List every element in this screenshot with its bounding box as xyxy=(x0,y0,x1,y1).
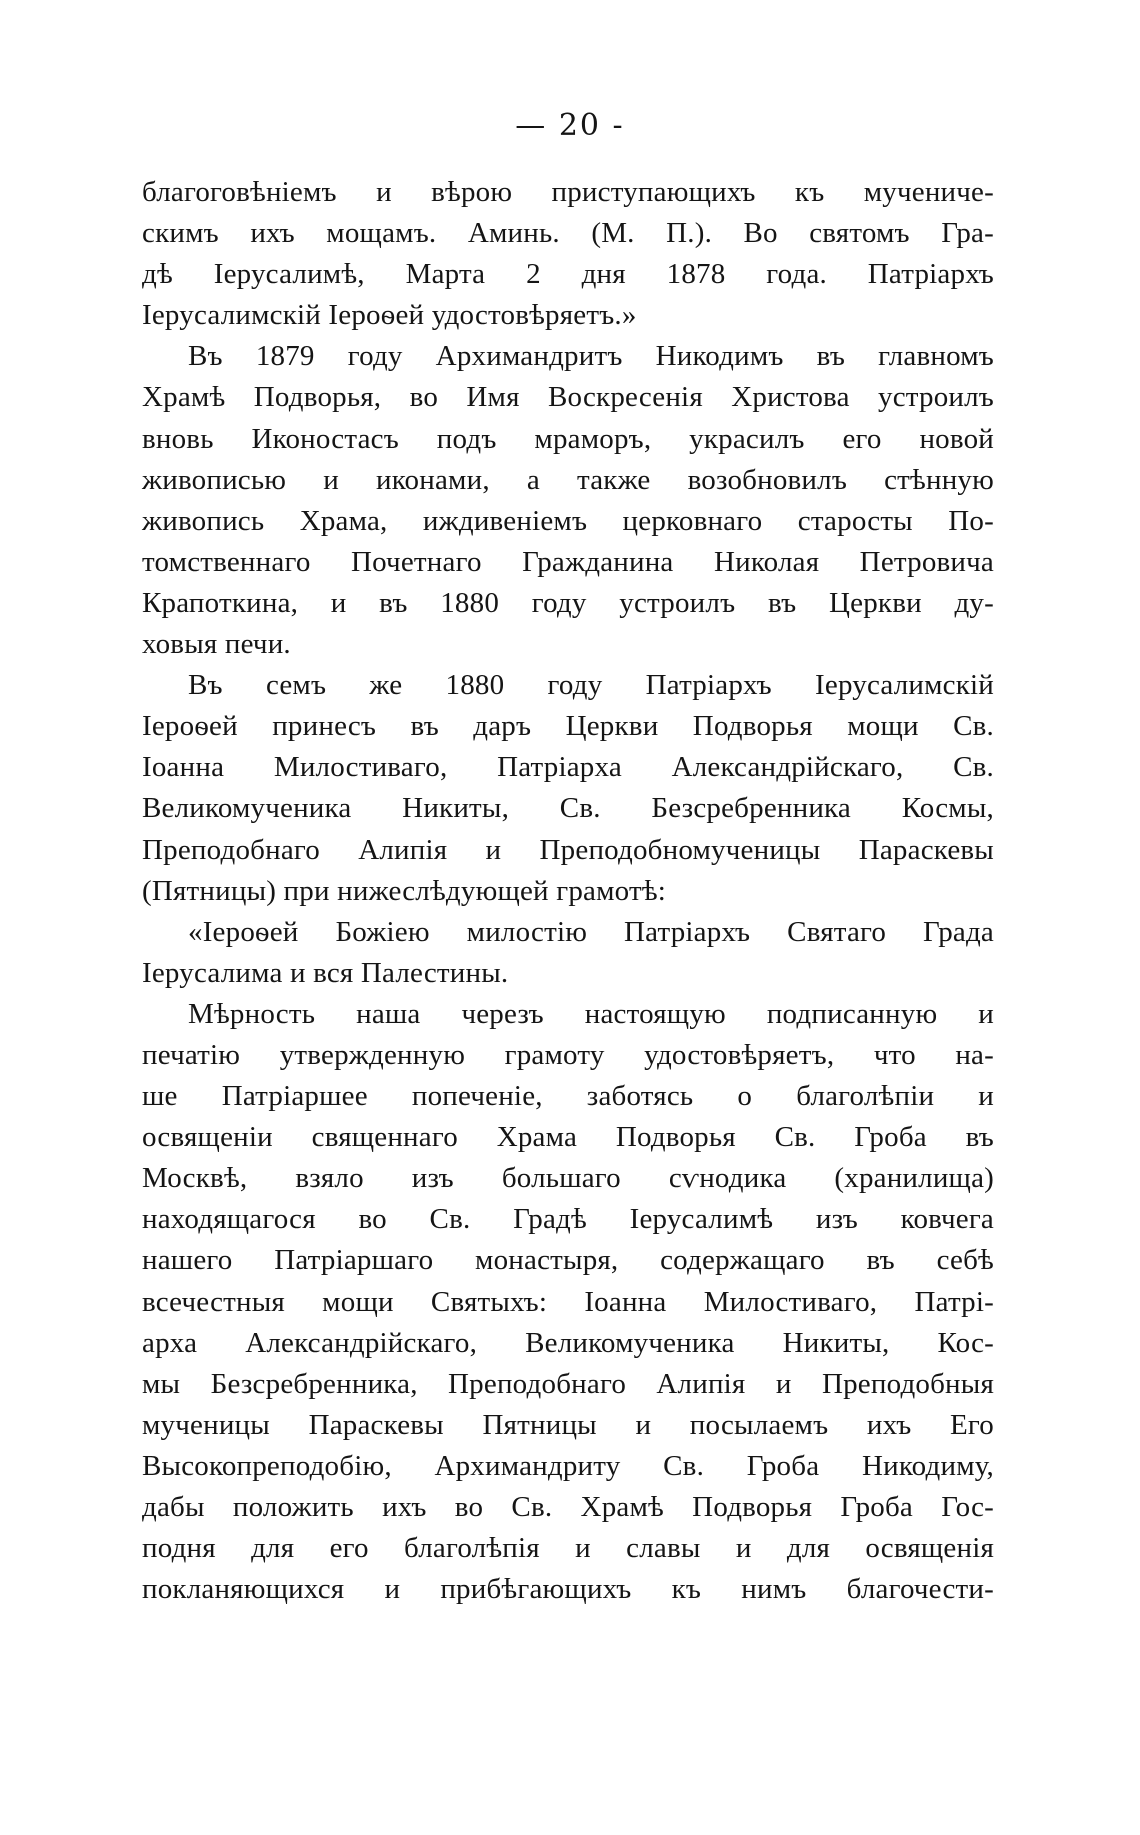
text-line: вновь Иконостасъ подъ мраморъ, украсилъ его новой xyxy=(142,422,994,455)
paragraph-start-line: Мѣрность наша черезъ настоящую подписанную и xyxy=(188,997,994,1030)
text-line: печатію утвержденную грамоту удостовѣряетъ, что на- xyxy=(142,1038,994,1071)
text-line: Великомученика Никиты, Св. Безсребренника Космы, xyxy=(142,792,994,825)
text-line: Іоанна Милостиваго, Патріарха Александрійскаго, Св. xyxy=(142,751,994,784)
text-line: дѣ Іерусалимѣ, Марта 2 дня 1878 года. Патріархъ xyxy=(142,258,994,291)
text-line: Москвѣ, взяло изъ большаго сѵнодика (хранилища) xyxy=(142,1162,994,1195)
text-line: томственнаго Почетнаго Гражданина Николая Петровича xyxy=(142,545,994,578)
text-line: всечестныя мощи Святыхъ: Іоанна Милостиваго, Патрі- xyxy=(142,1285,994,1318)
text-line: дабы положить ихъ во Св. Храмѣ Подворья Гроба Гос- xyxy=(142,1491,994,1523)
text-line: арха Александрійскаго, Великомученика Никиты, Кос- xyxy=(142,1326,994,1359)
text-line: живописью и иконами, а также возобновилъ стѣнную xyxy=(142,463,994,496)
text-line: мы Безсребренника, Преподобнаго Алипія и Преподобныя xyxy=(142,1367,994,1400)
text-line: ховыя печи. xyxy=(142,628,291,661)
text-line: Іерусалимскій Іероѳей удостовѣряетъ.» xyxy=(142,299,637,332)
text-line: (Пятницы) при нижеслѣдующей грамотѣ: xyxy=(142,874,667,907)
text-line: скимъ ихъ мощамъ. Аминь. (М. П.). Во святомъ Гра- xyxy=(142,217,994,250)
text-line: покланяющихся и прибѣгающихъ къ нимъ благочести- xyxy=(142,1573,994,1606)
text-line: находящагося во Св. Градѣ Іерусалимѣ изъ ковчега xyxy=(142,1203,994,1236)
paragraph-start-line: «Іероѳей Божіею милостію Патріархъ Святаго Града xyxy=(188,915,994,948)
paragraph-start-line: Въ семъ же 1880 году Патріархъ Іерусалимскій xyxy=(188,669,994,702)
text-line: Крапоткина, и въ 1880 году устроилъ въ Церкви ду- xyxy=(142,586,994,619)
page-number: — 20 - xyxy=(515,108,625,143)
text-line: подня для его благолѣпія и славы и для освященія xyxy=(142,1532,994,1565)
paragraph-start-line: Въ 1879 году Архимандритъ Никодимъ въ главномъ xyxy=(188,340,994,373)
text-line: освященіи священнаго Храма Подворья Св. Гроба въ xyxy=(142,1121,994,1154)
text-line: нашего Патріаршаго монастыря, содержащаго въ себѣ xyxy=(142,1244,994,1277)
text-line: Іерусалима и вся Палестины. xyxy=(142,956,509,989)
text-line: ше Патріаршее попеченіе, заботясь о благолѣпіи и xyxy=(142,1080,994,1113)
text-line: Высокопреподобію, Архимандриту Св. Гроба Никодиму, xyxy=(142,1449,994,1482)
text-line: живопись Храма, иждивеніемъ церковнаго старосты По- xyxy=(142,504,994,537)
text-line: мученицы Параскевы Пятницы и посылаемъ ихъ Его xyxy=(142,1408,994,1441)
text-line: Преподобнаго Алипія и Преподобномученицы Параскевы xyxy=(142,833,994,866)
text-line: благоговѣніемъ и вѣрою приступающихъ къ мучениче- xyxy=(142,176,994,208)
text-column xyxy=(142,172,994,1610)
text-line: Храмѣ Подворья, во Имя Воскресенія Христова устроилъ xyxy=(142,381,994,414)
text-line: Іероѳей принесъ въ даръ Церкви Подворья мощи Св. xyxy=(142,710,994,743)
